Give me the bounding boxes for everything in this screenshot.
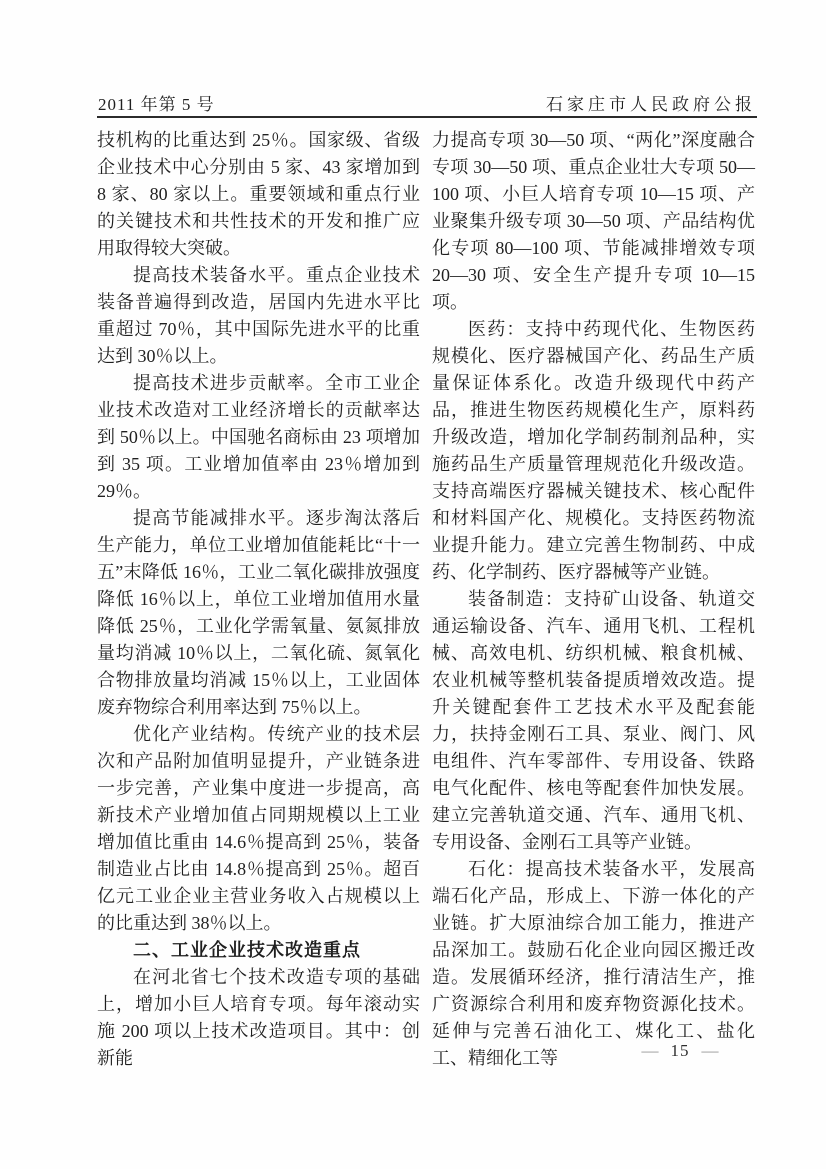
paragraph: 提高节能减排水平。逐步淘汰落后生产能力，单位工业增加值能耗比“十一五”末降低 16％，工业二氧化碳排放强度降低 16％以上，单位工业增加值用水量降低 25％，工业化学需氧量、氨氮排放量均消减 10％以上，二氧化硫、氮氧化合物排放量均消减 15％以上，工业固体废弃物综合利用率达到 75％以上。 (97, 508, 420, 717)
paragraph-continuation: 技机构的比重达到 25％。国家级、省级企业技术中心分别由 5 家、43 家增加到 8 家、80 家以上。重要领域和重点行业的关键技术和共性技术的开发和推广应用取得较大突破。 (97, 130, 420, 258)
paragraph: 医药：支持中药现代化、生物医药规模化、医疗器械国产化、药品生产质量保证体系化。改造升级现代中药产品，推进生物医药规模化生产，原料药升级改造，增加化学制药制剂品种，实施药品生产质量管理规范化升级改造。支持高端医疗器械关键技术、核心配件和材料国产化、规模化。支持医药物流业提升能力。建立完善生物制药、中成药、化学制药、医疗器械等产业链。 (432, 319, 755, 582)
section-heading: 二、工业企业技术改造重点 (133, 940, 361, 960)
issue-number: 2011 年第 5 号 (98, 95, 215, 114)
paragraph-continuation: 力提高专项 30—50 项、“两化”深度融合专项 30—50 项、重点企业壮大专项 50—100 项、小巨人培育专项 10—15 项、产业聚集升级专项 30—50 项、产品结构优化专项 80—100 项、节能减排增效专项 20—30 项、安全生产提升专项 10—15 项。 (432, 130, 755, 312)
paragraph: 优化产业结构。传统产业的技术层次和产品附加值明显提升，产业链条进一步完善，产业集中度进一步提高，高新技术产业增加值占同期规模以上工业增加值比重由 14.6％提高到 25％，装备制造业占比由 14.8％提高到 25％。超百亿元工业企业主营业务收入占规模以上的比重达到 38％以上。 (97, 724, 420, 933)
page-number-dash-left: — (641, 1041, 659, 1060)
paragraph: 装备制造：支持矿山设备、轨道交通运输设备、汽车、通用飞机、工程机械、高效电机、纺织机械、粮食机械、农业机械等整机装备提质增效改造。提升关键配套件工艺技术水平及配套能力，扶持金刚石工具、泵业、阀门、风电组件、汽车零部件、专用设备、铁路电气化配件、核电等配套件加快发展。建立完善轨道交通、汽车、通用飞机、专用设备、金刚石工具等产业链。 (432, 589, 755, 852)
page-header (98, 90, 756, 115)
paragraph: 提高技术进步贡献率。全市工业企业技术改造对工业经济增长的贡献率达到 50％以上。中国驰名商标由 23 项增加到 35 项。工业增加值率由 23％增加到 29％。 (97, 373, 420, 501)
header-rule (97, 116, 757, 118)
publication-title: 石家庄市人民政府公报 (546, 95, 756, 114)
paragraph: 石化：提高技术装备水平，发展高端石化产品，形成上、下游一体化的产业链。扩大原油综合加工能力，推进产品深加工。鼓励石化企业向园区搬迁改造。发展循环经济，推行清洁生产，推广资源综合利用和废弃物资源化技术。延伸与完善石油化工、煤化工、盐化工、精细化工等 (432, 859, 755, 1068)
right-column (432, 127, 755, 1072)
page-number-dash-right: — (701, 1041, 719, 1060)
paragraph: 提高技术装备水平。重点企业技术装备普遍得到改造，居国内先进水平比重超过 70％，其中国际先进水平的比重达到 30％以上。 (97, 265, 420, 366)
page-number (600, 1041, 760, 1061)
paragraph: 在河北省七个技术改造专项的基础上，增加小巨人培育专项。每年滚动实施 200 项以上技术改造项目。其中：创新能 (97, 967, 420, 1068)
left-column (97, 127, 420, 1072)
page-number-value: 15 (670, 1041, 690, 1060)
